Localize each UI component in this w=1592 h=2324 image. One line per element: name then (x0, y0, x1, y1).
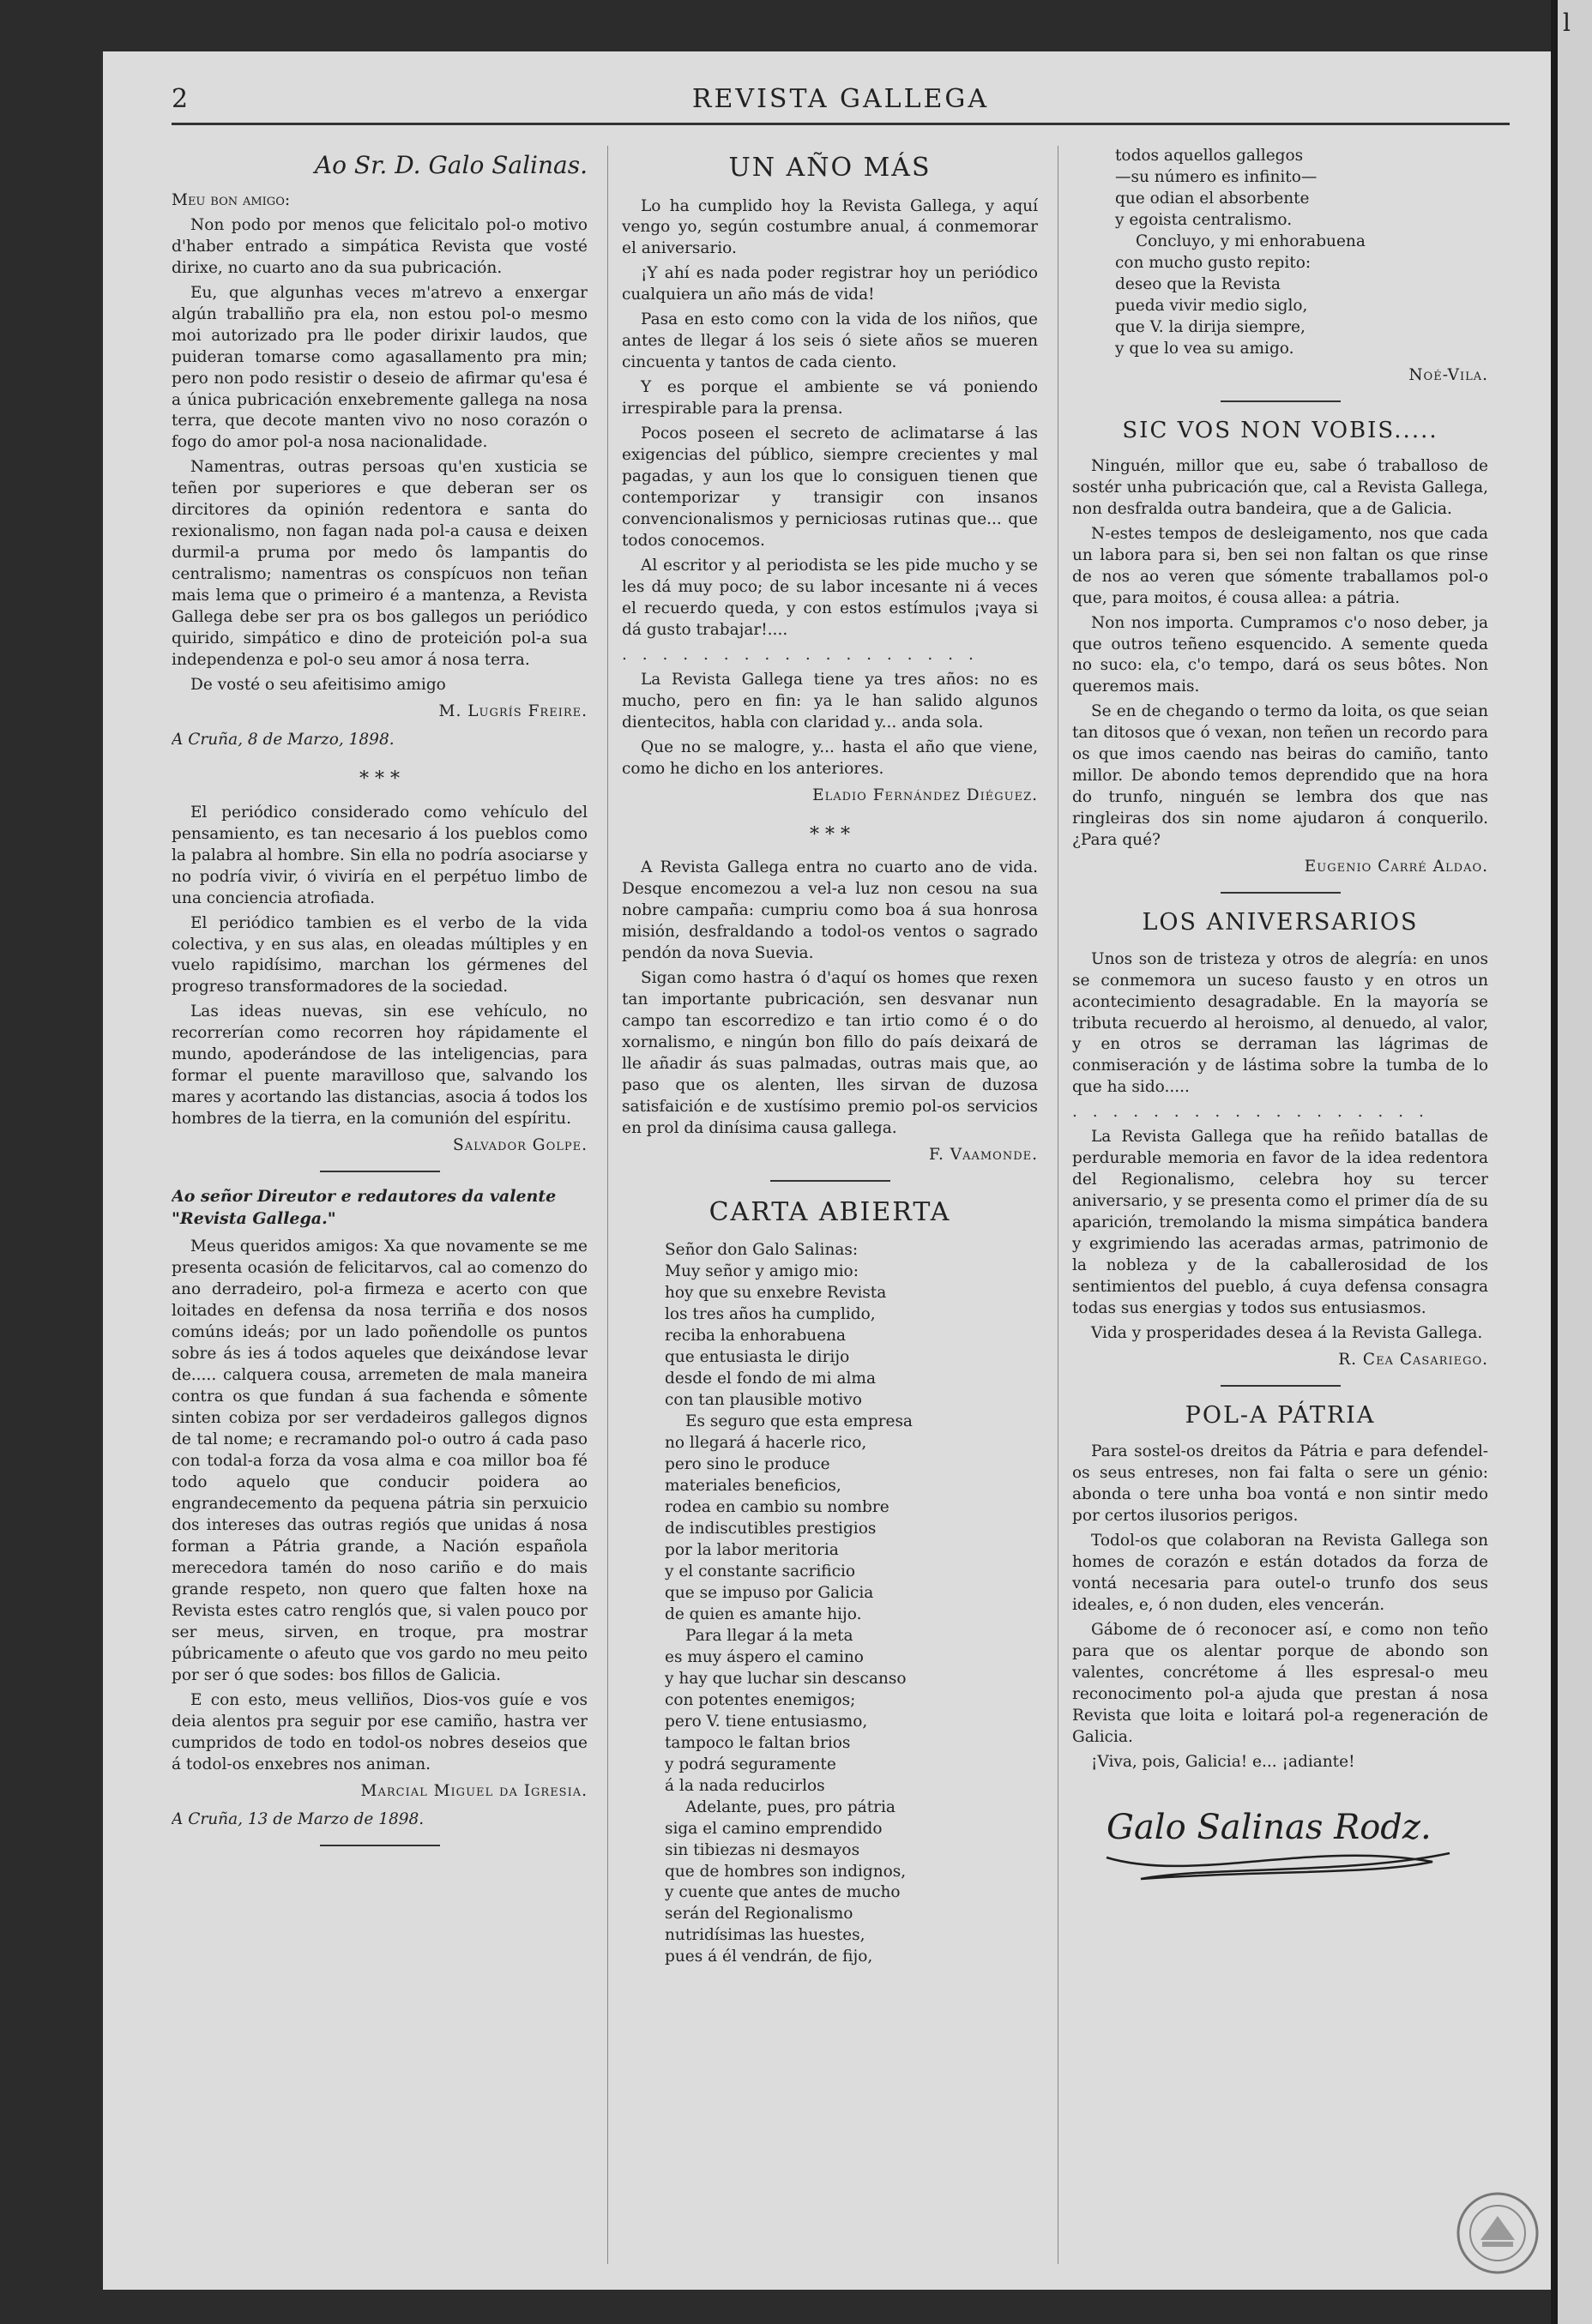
salutation: Meu bon amigo: (172, 190, 291, 209)
column-separator (607, 146, 608, 2264)
paragraph: Pasa en esto como con la vida de los niños, que antes de llegar á los seis ó siete años se mueren cincuenta y tantos de cada ciento. (622, 310, 1038, 372)
verse-line: nutridísimas las huestes, (665, 1926, 865, 1945)
article-title-pol-a-patria: POL-A PÁTRIA (1185, 1402, 1376, 1429)
verse-line: con tan plausible motivo (665, 1391, 862, 1410)
verse-line: pero sino le produce (665, 1455, 830, 1474)
verse-line: pues á él vendrán, de fijo, (665, 1948, 873, 1966)
article-title-un-ano-mas: UN AÑO MÁS (728, 153, 932, 183)
journal-title: REVISTA GALLEGA (691, 84, 990, 114)
paragraph: Lo ha cumplido hoy la Revista Gallega, y aquí vengo yo, según costumbre anual, á conmemorar el aniversario. (622, 196, 1038, 258)
verse-line: deseo que la Revista (1115, 274, 1281, 293)
signature-flourish (1107, 1853, 1450, 1879)
paragraph: La Revista Gallega que ha reñido batallas de perdurable memoria en favor de la idea redentora del Regionalismo, celebra hoy su tercer aniversario, y se presenta como el primer día de su aparición, tremolando la misma simpática bandera y exgrimiendo las aceradas armas, patrimonio de la nobleza y de la caballerosidad de los sentimientos del pueblo, á cuya defensa consagra todas sus energias y todos sus entusiasmos. (1072, 1128, 1488, 1318)
paragraph: El periódico tambien es el verbo de la vida colectiva, y en sus alas, en oleadas múltiples y en vuelo rapidísimo, marchan los gérmenes del progreso transformadores de la sociedad. (172, 913, 588, 996)
verse-line: pero V. tiene entusiasmo, (665, 1712, 868, 1731)
paragraph: Non podo por menos que felicitalo pol-o motivo d'haber entrado a simpática Revista que vosté dirixe, no cuarto ano da sua pubricación. (172, 215, 588, 277)
signature-lugris-freire: M. Lugrís Freire. (438, 702, 588, 721)
signature-vaamonde: F. Vaamonde. (929, 1145, 1038, 1164)
signature-text: Galo Salinas Rodz. (1107, 1807, 1432, 1847)
verse-line: materiales beneficios, (665, 1477, 841, 1496)
paragraph: Se en de chegando o termo da loita, os que seian tan ditosos que ó vexan, non teñen un recordo para os que imos caendo nas beiras do camiño, tanto millor. De abondo temos deprendido que na hora do trunfo, ninguén se lembra dos que nas ringleiras dos sin nome ajudaron á conquerilo. ¿Para qué? (1072, 702, 1488, 850)
paragraph: Y es porque el ambiente se vá poniendo irrespirable para la prensa. (622, 378, 1038, 418)
verse-line: que entusiasta le dirijo (665, 1348, 850, 1367)
date-line: A Cruña, 8 de Marzo, 1898. (172, 731, 395, 750)
paragraph: La Revista Gallega tiene ya tres años: no es mucho, pero en fin: ya le han salido algunos dientecitos, habla con claridad y... anda sola. (622, 670, 1038, 732)
paragraph: ¡Y ahí es nada poder registrar hoy un periódico cualquiera un año más de vida! (622, 264, 1038, 304)
verse-line: Adelante, pues, pro pátria (685, 1797, 896, 1816)
article-title-carta-abierta: CARTA ABIERTA (709, 1196, 951, 1227)
verse-line: que se impuso por Galicia (665, 1583, 874, 1602)
verse-line: y egoista centralismo. (1115, 210, 1293, 229)
verse-line: á la nada reducirlos (665, 1776, 825, 1795)
verse-line: de quien es amante hijo. (665, 1605, 862, 1623)
verse-line: desde el fondo de mi alma (665, 1370, 876, 1388)
verse-line: por la labor meritoria (665, 1540, 839, 1559)
page-header (172, 77, 1510, 125)
verse-line: y podrá seguramente (665, 1755, 836, 1773)
paragraph: Vida y prosperidades desea á la Revista Gallega. (1091, 1324, 1483, 1343)
section-rule (1221, 892, 1341, 894)
verse-line: Señor don Galo Salinas: (665, 1241, 859, 1260)
verse-line: pueda vivir medio siglo, (1115, 296, 1308, 315)
verse-line: y cuente que antes de mucho (665, 1883, 901, 1902)
paragraph: N-estes tempos de desleigamento, nos que cada un labora para si, ben sei non faltan os que rinse de nos ao veren que sómente traballamos pol-o que, para moitos, é cousa allea: a pátria. (1072, 524, 1488, 607)
column-3 (1072, 146, 1488, 2264)
signature-graphic (1089, 1789, 1467, 1892)
verse-line: es muy áspero el camino (665, 1647, 864, 1666)
verse-line: Concluyo, y mi enhorabuena (1136, 232, 1366, 250)
section-asterisks: * * * (810, 823, 850, 846)
paragraph: Ninguén, millor que eu, sabe ó traballoso de sostér unha pubricación que, cal a Revista Gallega, non desfralda outra bandeira, que a de Galicia. (1072, 456, 1488, 518)
article-title-sic-vos: SIC VOS NON VOBIS..... (1122, 417, 1438, 443)
section-rule (320, 1845, 440, 1846)
verse-line: sin tibiezas ni desmayos (665, 1840, 860, 1859)
verse-line: —su número es infinito— (1115, 167, 1318, 186)
column-1 (172, 146, 588, 2264)
verse-line: todos aquellos gallegos (1115, 147, 1304, 165)
paragraph: E con esto, meus velliños, Dios-vos guíe e vos deia alentos pra seguir por ese camiño, hastra ver cumpridos de todo en todol-os nobres deseios que á todol-os enxebres nos animan. (172, 1690, 588, 1773)
verse-line: serán del Regionalismo (665, 1905, 853, 1924)
date-line: A Cruña, 13 de Marzo de 1898. (172, 1809, 425, 1828)
verse-line: Para llegar á la meta (685, 1626, 853, 1645)
adjacent-page-letter: l (1563, 9, 1571, 37)
verse-line: no llegará á hacerle rico, (665, 1434, 867, 1453)
paragraph: ¡Viva, pois, Galicia! e... ¡adiante! (1091, 1753, 1355, 1771)
section-rule (1221, 1385, 1341, 1387)
poem-continued (1115, 146, 1488, 360)
newspaper-page (103, 51, 1553, 2290)
paragraph: Unos son de tristeza y otros de alegría: en unos se conmemora un suceso fausto y en otros un acontecimiento desagradable. En la mayoría se tributa recuerdo al heroismo, al denuedo, al valor, y en otros se derraman las lágrimas de conmiseración y de lástima sobre la tumba de lo que ha sido..... (1072, 949, 1488, 1097)
paragraph: Meus queridos amigos: Xa que novamente se me presenta ocasión de felicitarvos, cal ao comenzo do ano derradeiro, pol-a firmeza e acerto con que loitades en defensa da nosa terriña e dos nosos comúns ideás; por un lado poñendolle os puntos sobre ás ies á todos aqueles que deixándose levar de..... calquera cousa, arremeten de mala maneira contra os que fundan á sua fachenda e sômente sinten cobiza por ser verdadeiros gallegos dignos de tal nome; e recramando pol-o outro á cada paso con todal-a forza da vosa alma e coa millor boa fé todo aquelo que conducir poidera ao engrandecemento da pequena pátria sin perxuicio dos intereses das outras regiós que unidas á nosa forman a Pátria grande, a Nación española merecedora tamén do noso cariño e do mais grande respeto, non quero que falten hoxe na Revista estes catro renglós que, si valen pouco por ser meus, sirven, en troque, pra mostrar púbricamente o afeuto que vos gardo no meu peito por ser ó que sodes: bos fillos de Galicia. (172, 1237, 588, 1684)
verse-line: hoy que su enxebre Revista (665, 1284, 887, 1303)
signature-salvador-golpe: Salvador Golpe. (453, 1136, 588, 1155)
column-2 (622, 146, 1038, 2264)
section-rule (770, 1180, 890, 1182)
verse-line: y que lo vea su amigo. (1115, 339, 1294, 358)
section-rule (320, 1171, 440, 1172)
verse-line: que V. la dirija siempre, (1115, 317, 1306, 336)
verse-line: siga el camino emprendido (665, 1819, 883, 1838)
paragraph: Eu, que algunhas veces m'atrevo a enxergar algún traballiño pra ela, non estou pol-o mesmo moi autorizado pra lle poder dirixir laudos, que puideran tomarse como agasallamento pra min; pero non podo resistir o deseio de afirmar qu'esa é a única pubricación enxebremente gallega na nosa terra, que decote manten vivo no noso corazón o fogo do amor pol-a nosa nacionalidade. (172, 283, 588, 452)
paragraph: Al escritor y al periodista se les pide mucho y se les dá muy poco; de su labor incesante ni á veces el recuerdo queda, y con estos estímulos ¡vaya si dá gusto trabajar!.... (622, 557, 1038, 639)
poem (665, 1240, 1038, 1968)
closing: De vosté o seu afeitisimo amigo (190, 676, 446, 695)
paragraph: A Revista Gallega entra no cuarto ano de vida. Desque encomezou a vel-a luz non cesou na sua nobre campaña: cumpriu como boa á sua honrosa misión, desfraldando a todol-os ventos o sagrado pendón da nova Suevia. (622, 858, 1038, 963)
verse-line: Es seguro que esta empresa (685, 1412, 913, 1431)
library-seal-icon (1455, 2190, 1541, 2276)
signature-carre-aldao: Eugenio Carré Aldao. (1304, 858, 1488, 876)
verse-line: rodea en cambio su nombre (665, 1498, 889, 1517)
dot-leader: . . . . . . . . . . . . . . . . . . (622, 645, 979, 664)
signature-eladio: Eladio Fernández Diéguez. (812, 786, 1038, 804)
header-rule (172, 123, 1510, 125)
paragraph: Las ideas nuevas, sin ese vehículo, no recorrerían como recorren hoy rápidamente el mundo, apoderándose de las inteligencias, para formar el puente maravilloso que, salvando los mares y acortando las distancias, asocia á todos los hombres de la tierra, en la comunión del espíritu. (172, 1002, 588, 1129)
signature-cea-casariego: R. Cea Casariego. (1338, 1351, 1488, 1370)
verse-line: reciba la enhorabuena (665, 1327, 847, 1346)
verse-line: con mucho gusto repito: (1115, 253, 1312, 272)
verse-line: tampoco le faltan brios (665, 1733, 851, 1752)
adjacent-page-edge (1551, 0, 1592, 2324)
verse-line: que odian el absorbente (1115, 189, 1310, 208)
verse-line: que de hombres son indignos, (665, 1862, 907, 1881)
paragraph: Sigan como hastra ó d'aquí os homes que rexen tan importante pubricación, sen desvanar nun campo tan escorredizo e tan irtio como é o do xornalismo, e ningún bon fillo do país deixará de lle añadir ás suas palmadas, outras mais que, ao paso que os alenten, lles sirvan de duzosa satisfaición e de xustísimo premio pol-os servicios en prol da dinísima causa gallega. (622, 969, 1038, 1137)
verse-line: y el constante sacrificio (665, 1562, 856, 1580)
page-number: 2 (172, 84, 189, 114)
section-rule (1221, 400, 1341, 402)
letter-subheading: Ao señor Direutor e redautores da valente "Revista Gallega." (172, 1187, 557, 1228)
verse-line: con potentes enemigos; (665, 1690, 856, 1709)
paragraph: Que no se malogre, y... hasta el año que viene, como he dicho en los anteriores. (622, 738, 1038, 778)
signature-noe-vila: Noé-Vila. (1408, 365, 1488, 384)
handwritten-signature (1089, 1789, 1488, 1892)
letter-title: Ao Sr. D. Galo Salinas. (314, 151, 588, 179)
verse-line: Muy señor y amigo mio: (665, 1262, 859, 1281)
paragraph: Todol-os que colaboran na Revista Gallega son homes de corazón e están dotados da forza de vontá necesaria para outel-o trunfo dos seus ideales, e, ó non duden, eles vencerán. (1072, 1532, 1488, 1615)
paragraph: El periódico considerado como vehículo del pensamiento, es tan necesario á los pueblos como la palabra al hombre. Sin ella no podría asociarse y no podría vivir, ó viviría en el perpétuo limbo de una conciencia atrofiada. (172, 803, 588, 907)
dot-leader: . . . . . . . . . . . . . . . . . . (1072, 1103, 1429, 1122)
section-asterisks: * * * (359, 768, 400, 791)
paragraph: Gábome de ó reconocer así, e como non teño para que os alentar porque de abondo son valentes, concrétome á lles espresal-o meu reconocimento pol-a ajuda que prestan á nosa Revista que loita e loitará pol-a regeneración de Galicia. (1072, 1621, 1488, 1747)
verse-line: de indiscutibles prestigios (665, 1520, 877, 1538)
paragraph: Non nos importa. Cumpramos c'o noso deber, ja que outros teñeno esquencido. A semente queda no suco: ela, c'o tempo, dará os seus bôtes. Non queremos mais. (1072, 613, 1488, 696)
paragraph: Para sostel-os dreitos da Pátria e para defendel-os seus entreses, non fai falta o sere un génio: abonda o tere unha boa vontá e non sintir medo por certos ilusorios perigos. (1072, 1442, 1488, 1526)
verse-line: los tres años ha cumplido, (665, 1305, 876, 1324)
verse-line: y hay que luchar sin descanso (665, 1669, 907, 1688)
article-title-los-aniversarios: LOS ANIVERSARIOS (1142, 909, 1419, 936)
paragraph: Namentras, outras persoas qu'en xusticia se teñen por superiores e que deberan ser os dircitores da opinión redentora e santa do rexionalismo, non fagan nada pol-a causa e deixen durmil-a pruma por medo ôs lampantis do centralismo; namentras os conspícuos non teñan mais lema que o primeiro é a mantenza, a Revista Gallega debe ser pra os bos gallegos un periódico quirido, simpático e dino de proteición pol-a sua independenza e pol-o seu amor á nosa terra. (172, 458, 588, 670)
paragraph: Pocos poseen el secreto de aclimatarse á las exigencias del público, siempre crecientes y mal pagadas, y aun los que lo consiguen tienen que contemporizar y transigir con insanos convencionalismos y perniciosas rutinas que... que todos conocemos. (622, 424, 1038, 551)
signature-marcial-miguel: Marcial Miguel da Igresia. (360, 1781, 588, 1800)
